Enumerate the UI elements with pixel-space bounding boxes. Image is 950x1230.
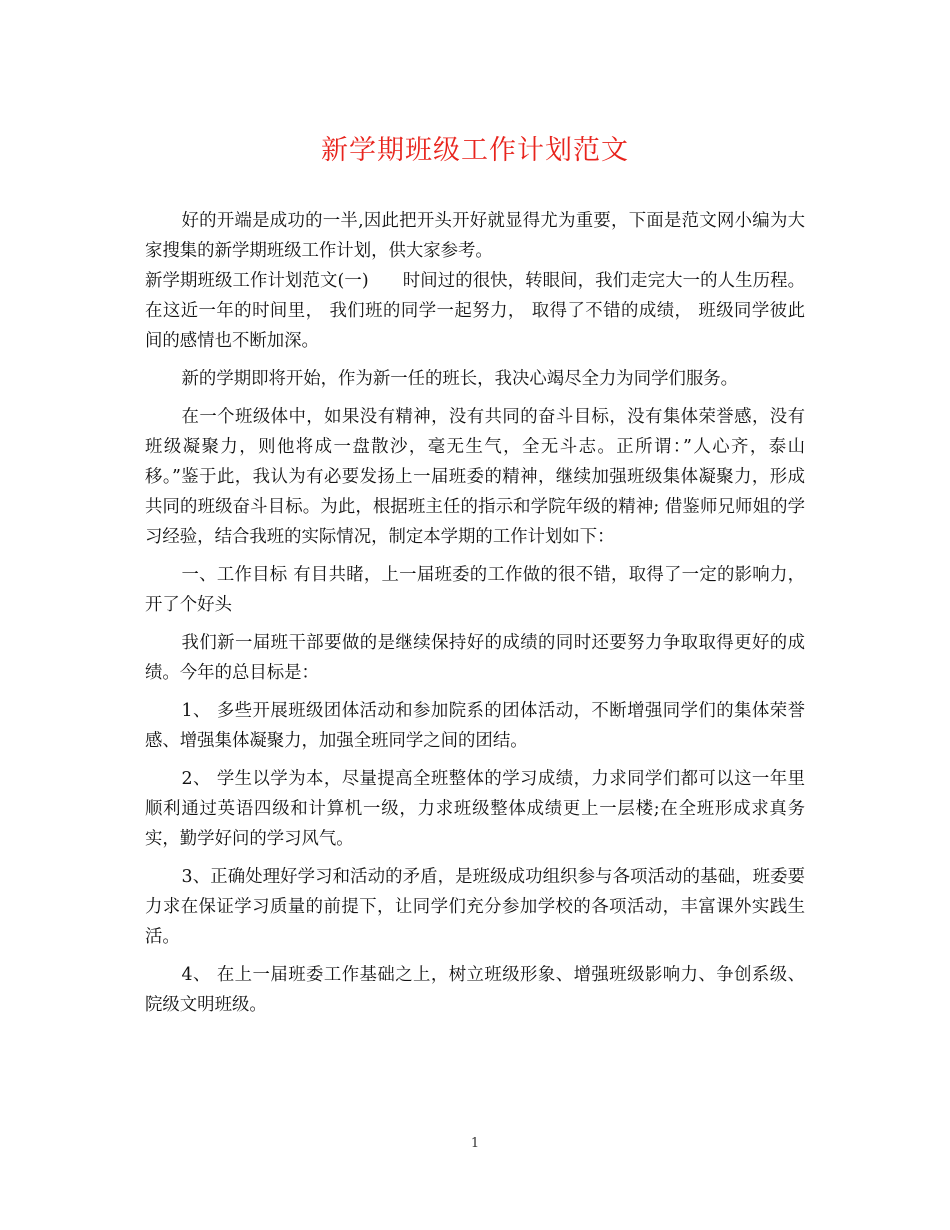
list-item: 3、正确处理好学习和活动的矛盾，是班级成功组织参与各项活动的基础，班委要力求在保证学习质量的前提下，让同学们充分参加学校的各项活动，丰富课外实践生活。 [145, 867, 805, 947]
section-heading: 新学期班级工作计划范文(一) [145, 271, 369, 291]
document-title: 新学期班级工作计划范文 [321, 135, 629, 166]
document-body [145, 206, 805, 1020]
section-paragraph [145, 266, 805, 356]
paragraph: 新的学期即将开始，作为新一任的班长，我决心竭尽全力为同学们服务。 [181, 369, 739, 389]
list-item: 4、 在上一届班委工作基础之上，树立班级形象、增强班级影响力、争创系级、院级文明班级。 [145, 965, 805, 1015]
list-item: 1、 多些开展班级团体活动和参加院系的团体活动，不断增强同学们的集体荣誉感、增强集体凝聚力，加强全班同学之间的团结。 [145, 701, 805, 751]
paragraph: 一、工作目标 有目共睹，上一届班委的工作做的很不错，取得了一定的影响力，开了个好头 [145, 565, 805, 615]
paragraph: 在一个班级体中，如果没有精神，没有共同的奋斗目标，没有集体荣誉感，没有班级凝聚力，则他将成一盘散沙，毫无生气，全无斗志。正所谓：”人心齐，泰山移。”鉴于此，我认为有必要发扬上一届班委的精神，继续加强班级集体凝聚力，形成共同的班级奋斗目标。为此，根据班主任的指示和学院年级的精神; 借鉴师兄师姐的学习经验，结合我班的实际情况，制定本学期的工作计划如下： [145, 407, 805, 547]
section-first-text: 时间过的很快，转眼间，我们走完大一的人生历程。在这近一年的时间里， 我们班的同学一起努力， 取得了不错的成绩， 班级同学彼此间的感情也不断加深。 [145, 271, 805, 351]
page-number: 1 [470, 1136, 480, 1151]
paragraph: 我们新一届班干部要做的是继续保持好的成绩的同时还要努力争取取得更好的成绩。今年的总目标是： [145, 633, 805, 683]
intro-paragraph: 好的开端是成功的一半,因此把开头开好就显得尤为重要，下面是范文网小编为大家搜集的新学期班级工作计划，供大家参考。 [145, 211, 805, 261]
list-item: 2、 学生以学为本，尽量提高全班整体的学习成绩，力求同学们都可以这一年里顺利通过英语四级和计算机一级，力求班级整体成绩更上一层楼;在全班形成求真务实，勤学好问的学习风气。 [145, 769, 805, 849]
